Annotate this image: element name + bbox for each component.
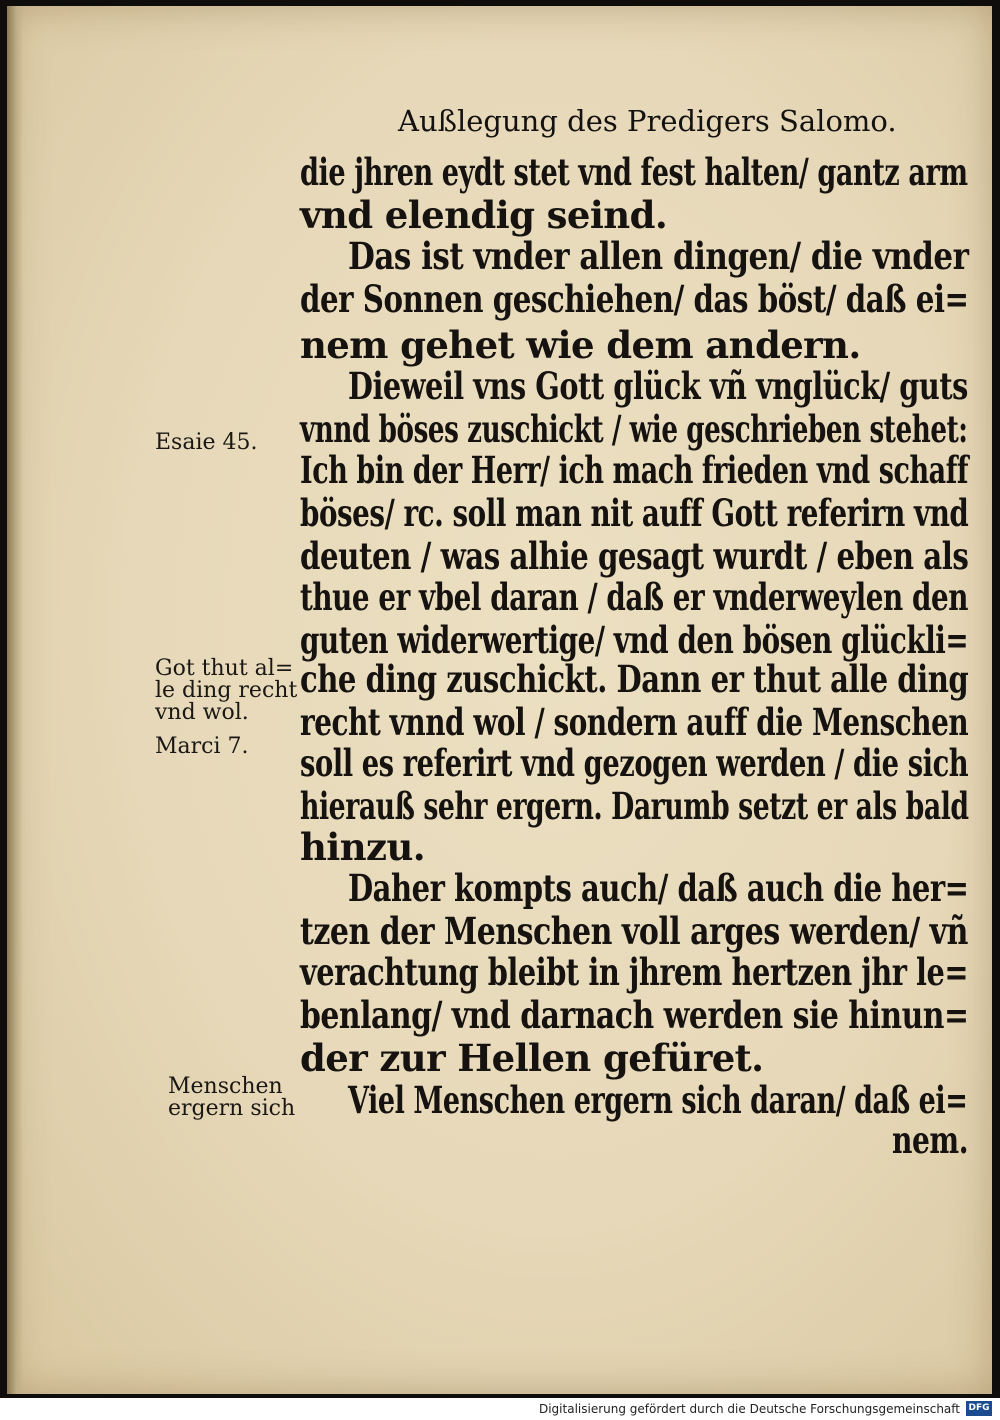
margin-note-line: Esaie 45. bbox=[155, 430, 258, 455]
text-line: hinzu. bbox=[300, 825, 426, 869]
text-line: Das ist vnder allen dingen/ die vnder bbox=[348, 234, 969, 278]
text-line: die jhren eydt stet vnd fest halten/ gantz arm bbox=[300, 150, 968, 194]
footer-bar bbox=[0, 1398, 1000, 1420]
text-line: Daher kompts auch/ daß auch die her= bbox=[348, 866, 969, 910]
text-line: guten widerwertige/ vnd den bösen glückli= bbox=[300, 618, 969, 662]
text-line: Ich bin der Herr/ ich mach frieden vnd schaff bbox=[300, 448, 969, 492]
margin-note-line: ergern sich bbox=[168, 1096, 296, 1121]
funding-credit: Digitalisierung gefördert durch die Deutsche Forschungsgemeinschaft bbox=[538, 1402, 960, 1416]
text-line: verachtung bleibt in jhrem hertzen jhr le= bbox=[300, 950, 969, 994]
margin-note-line: Menschen bbox=[168, 1074, 283, 1099]
page-gutter bbox=[7, 6, 23, 1394]
text-line: vnd elendig seind. bbox=[300, 193, 668, 237]
text-line: che ding zuschickt. Dann er thut alle ding bbox=[300, 657, 969, 701]
margin-note-line: Marci 7. bbox=[155, 734, 249, 759]
margin-note-line: le ding recht bbox=[155, 678, 298, 703]
text-line: benlang/ vnd darnach werden sie hinun= bbox=[300, 993, 969, 1037]
text-line: Dieweil vns Gott glück vñ vnglück/ guts bbox=[348, 364, 968, 408]
text-line: der Sonnen geschiehen/ das böst/ daß ei= bbox=[300, 277, 969, 321]
margin-note bbox=[155, 658, 297, 724]
text-line: vnnd böses zuschickt / wie geschrieben stehet: bbox=[300, 407, 968, 451]
text-line: soll es referirt vnd gezogen werden / die sich bbox=[300, 741, 969, 785]
margin-note bbox=[155, 736, 249, 758]
text-line: hierauß sehr ergern. Darumb setzt er als bald bbox=[300, 784, 969, 828]
dfg-logo-icon: DFG bbox=[966, 1401, 992, 1416]
text-line: der zur Hellen gefüret. bbox=[300, 1036, 764, 1080]
margin-note bbox=[168, 1076, 295, 1120]
margin-note-line: Got thut al= bbox=[155, 656, 294, 681]
margin-note bbox=[155, 432, 258, 454]
text-line: thue er vbel daran / daß er vnderweylen den bbox=[300, 575, 968, 619]
text-line: böses/ rc. soll man nit auff Gott referirn vnd bbox=[300, 491, 969, 535]
text-line: tzen der Menschen voll arges werden/ vñ bbox=[300, 909, 968, 953]
text-line: Viel Menschen ergern sich daran/ daß ei= bbox=[348, 1078, 968, 1122]
text-line: deuten / was alhie gesagt wurdt / eben als bbox=[300, 534, 969, 578]
margin-note-line: vnd wol. bbox=[155, 700, 249, 725]
catchword: nem. bbox=[892, 1118, 969, 1162]
text-line: recht vnnd wol / sondern auff die Menschen bbox=[300, 700, 969, 744]
running-header: Außlegung des Predigers Salomo. bbox=[398, 104, 897, 138]
text-line: nem gehet wie dem andern. bbox=[300, 323, 861, 367]
